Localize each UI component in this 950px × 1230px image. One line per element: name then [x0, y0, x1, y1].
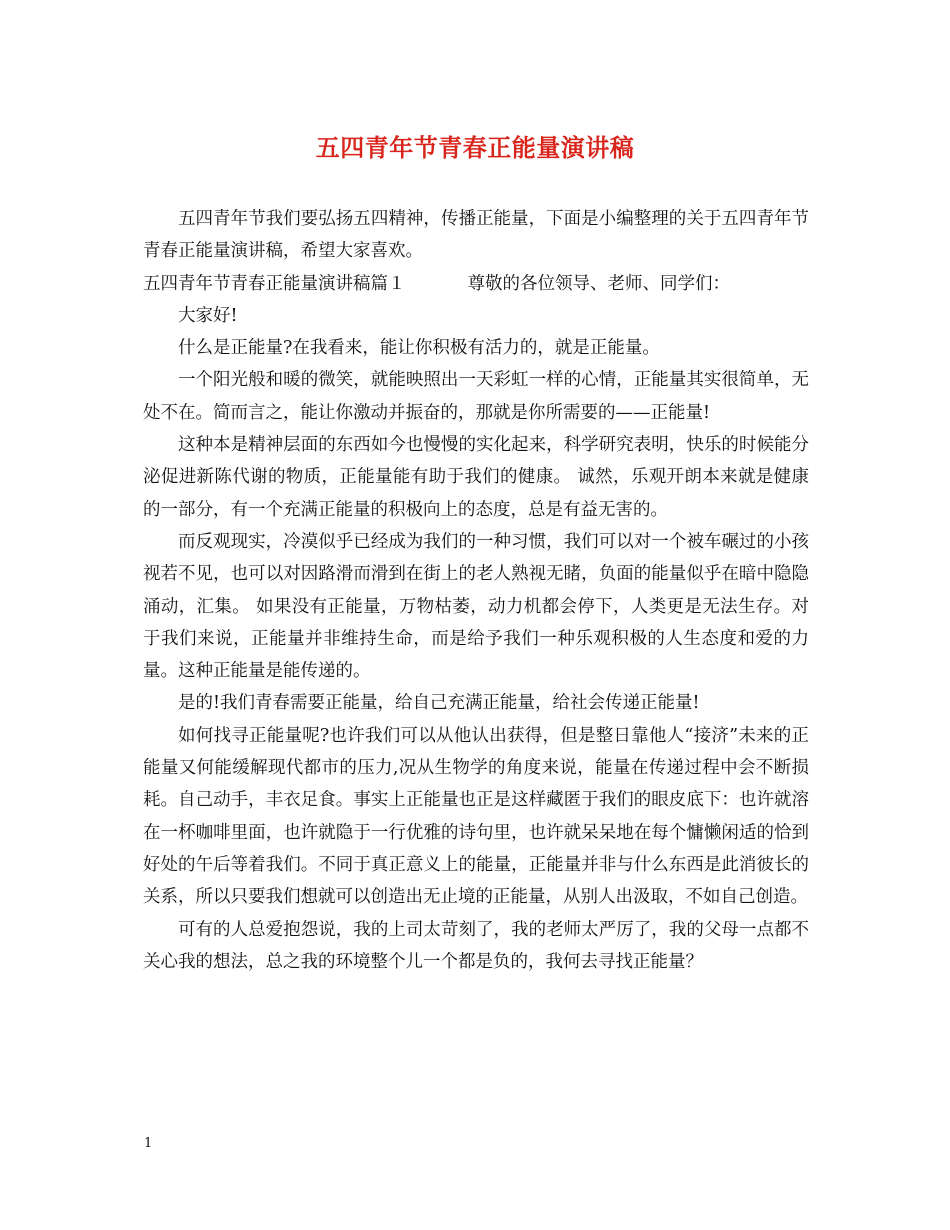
- section-heading: 五四青年节青春正能量演讲稿篇１: [143, 273, 406, 294]
- body-paragraph: 可有的人总爱抱怨说，我的上司太苛刻了，我的老师太严厉了，我的父母一点都不关心我的想法，总之我的环境整个儿一个都是负的，我何去寻找正能量？: [143, 919, 809, 972]
- body-paragraph: 大家好!: [178, 305, 238, 326]
- body-paragraph: 这种本是精神层面的东西如今也慢慢的实化起来，科学研究表明，快乐的时候能分泌促进新陈代谢的物质，正能量能有助于我们的健康。 诚然，乐观开朗本来就是健康的一部分，有一个充满正能量的积极向上的态度，总是有益无害的。: [143, 435, 809, 520]
- page-number: 1: [144, 1136, 153, 1151]
- body-paragraph: 什么是正能量?在我看来，能让你积极有活力的，就是正能量。: [178, 338, 660, 359]
- body-paragraph: 一个阳光般和暖的微笑，就能映照出一天彩虹一样的心情，正能量其实很简单，无处不在。简而言之，能让你激动并振奋的，那就是你所需要的——正能量!: [143, 370, 809, 423]
- body-paragraph: 如何找寻正能量呢?也许我们可以从他认出获得，但是整日靠他人“接济”未来的正能量又何能缓解现代都市的压力,况从生物学的角度来说，能量在传递过程中会不断损耗。自己动手，丰衣足食。事实上正能量也正是这样藏匿于我们的眼皮底下：也许就溶在一杯咖啡里面，也许就隐于一行优雅的诗句里，也许就呆呆地在每个慵懒闲适的恰到好处的午后等着我们。不同于真正意义上的能量，正能量并非与什么东西是此消彼长的关系，所以只要我们想就可以创造出无止境的正能量，从别人出汲取，不如自己创造。: [143, 725, 809, 908]
- section-heading-line: [143, 268, 809, 300]
- salutation: 尊敬的各位领导、老师、同学们：: [467, 273, 730, 294]
- document-body: [143, 203, 809, 978]
- body-paragraph: 而反观现实，冷漠似乎已经成为我们的一种习惯，我们可以对一个被车碾过的小孩视若不见，也可以对因路滑而滑到在街上的老人熟视无睹，负面的能量似乎在暗中隐隐涌动，汇集。 如果没有正能量，万物枯萎，动力机都会停下，人类更是无法生存。对于我们来说，正能量并非维持生命，而是给予我们一种乐观积极的人生态度和爱的力量。这种正能量是能传递的。: [143, 531, 809, 682]
- body-paragraph: 是的!我们青春需要正能量，给自己充满正能量，给社会传递正能量!: [178, 693, 700, 714]
- document-title: 五四青年节青春正能量演讲稿: [315, 133, 635, 162]
- intro-paragraph: 五四青年节我们要弘扬五四精神，传播正能量，下面是小编整理的关于五四青年节青春正能量演讲稿，希望大家喜欢。: [143, 209, 809, 262]
